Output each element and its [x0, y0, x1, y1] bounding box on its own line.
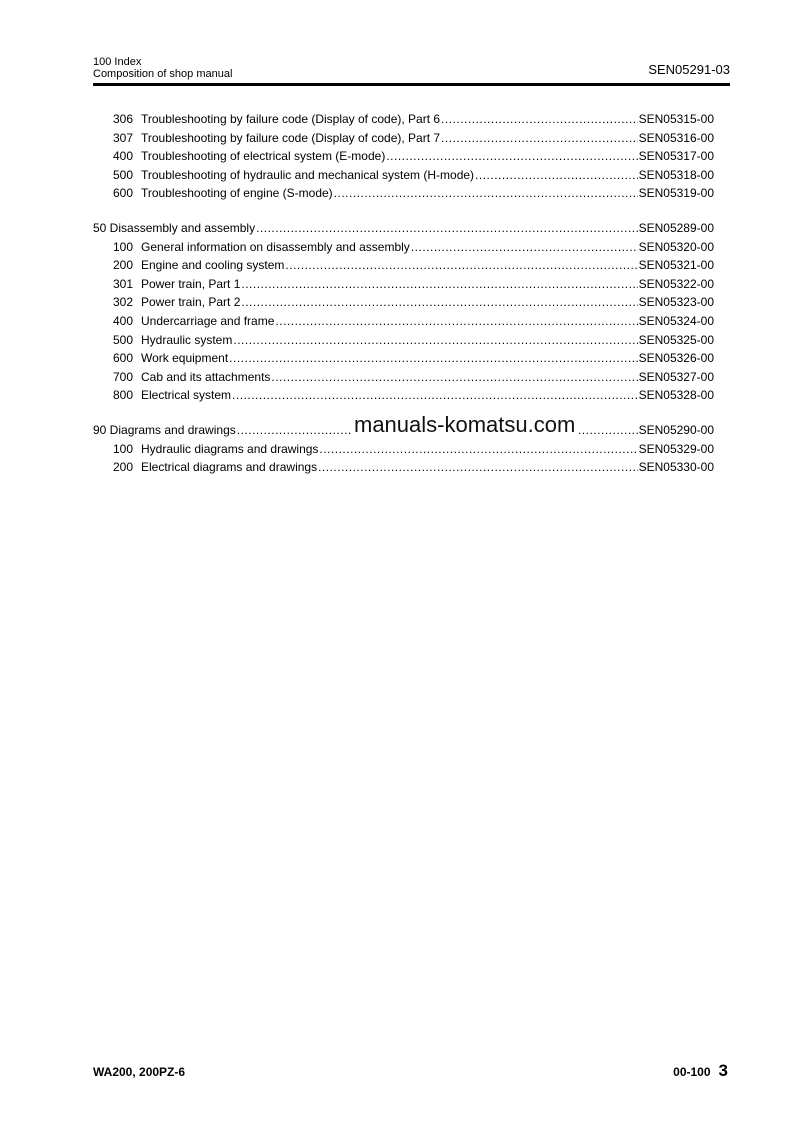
toc-row [93, 458, 714, 477]
toc-item-title: Hydraulic diagrams and drawings [141, 441, 319, 456]
dot-leader [233, 331, 637, 350]
dot-leader [232, 386, 638, 405]
toc-item-number: 100 [112, 239, 133, 254]
toc-item-code: SEN05329-00 [638, 441, 714, 456]
toc-item-code: SEN05330-00 [638, 460, 714, 475]
section-heading-title: 50 Disassembly and assembly [93, 220, 256, 235]
toc-item-title: Undercarriage and frame [141, 313, 275, 328]
toc-item-title: Work equipment [141, 351, 229, 366]
toc-item-number: 301 [112, 276, 133, 291]
toc-row [93, 368, 714, 387]
header-doc-code: SEN05291-03 [648, 62, 730, 77]
toc-item-number: 400 [112, 149, 133, 164]
toc-item-title: Troubleshooting by failure code (Display of code), Part 6 [141, 112, 441, 126]
dot-leader [285, 256, 637, 275]
toc-item-title: Power train, Part 2 [141, 295, 241, 310]
toc-item-title: Electrical diagrams and drawings [141, 460, 318, 475]
toc-item-title: Troubleshooting of electrical system (E-mode) [141, 149, 386, 164]
toc-item-code: SEN05326-00 [638, 351, 714, 366]
toc-item-code: SEN05321-00 [638, 258, 714, 273]
toc-row [93, 166, 714, 185]
toc-item-title: Hydraulic system [141, 332, 233, 347]
toc-row [93, 349, 714, 368]
toc-item-number: 400 [112, 313, 133, 328]
dot-leader [241, 293, 637, 312]
watermark-text: manuals-komatsu.com [354, 412, 576, 437]
toc-item-title: Troubleshooting by failure code (Display of code), Part 7 [141, 130, 441, 145]
toc-row [93, 293, 714, 312]
toc-item-code: SEN05316-00 [638, 130, 714, 145]
toc-row [93, 312, 714, 331]
dot-leader [241, 275, 637, 294]
toc-item-code: SEN05319-00 [638, 186, 714, 201]
dot-leader [441, 129, 638, 148]
toc-item-number: 500 [112, 167, 133, 182]
toc-item-number: 200 [112, 258, 133, 273]
toc-item-title: Troubleshooting of hydraulic and mechanical system (H-mode) [141, 167, 475, 182]
toc-row [93, 331, 714, 350]
toc-item-code: SEN05322-00 [638, 276, 714, 291]
toc-item-number: 302 [112, 295, 133, 310]
toc-item-number: 700 [112, 369, 133, 384]
section-spacer [93, 203, 714, 219]
page-header [93, 56, 730, 86]
toc-row [93, 129, 714, 148]
section-heading-title: 90 Diagrams and drawings [93, 422, 236, 437]
toc-row [93, 110, 714, 129]
toc-item-number: 600 [112, 186, 133, 201]
toc-item-code: SEN05325-00 [638, 332, 714, 347]
dot-leader [229, 349, 637, 368]
toc-item-title: Electrical system [141, 388, 232, 403]
toc-row [93, 256, 714, 275]
toc-item-title: General information on disassembly and assembly [141, 239, 410, 254]
header-section-title: 100 Index [93, 56, 142, 68]
footer-page-number: 3 [718, 1061, 728, 1080]
toc-item-number: 600 [112, 351, 133, 366]
dot-leader [256, 219, 638, 238]
toc-row [93, 440, 714, 459]
toc-item-title: Cab and its attachments [141, 369, 271, 384]
header-subtitle: Composition of shop manual [93, 68, 233, 80]
toc-item-number: 500 [112, 332, 133, 347]
dot-leader [334, 184, 638, 203]
toc-section-heading [93, 219, 714, 238]
footer-model: WA200, 200PZ-6 [93, 1065, 186, 1079]
dot-leader [441, 110, 638, 129]
dot-leader [275, 312, 637, 331]
dot-leader [271, 368, 637, 387]
toc-item-number: 306 [112, 112, 133, 126]
toc-item-code: SEN05318-00 [638, 167, 714, 182]
toc-item-title: Engine and cooling system [141, 258, 285, 273]
toc-item-code: SEN05317-00 [638, 149, 714, 164]
section-heading-code: SEN05289-00 [638, 220, 714, 235]
toc-row [93, 184, 714, 203]
toc-item-code: SEN05328-00 [638, 388, 714, 403]
toc-item-number: 100 [112, 441, 133, 456]
toc-item-code: SEN05324-00 [638, 313, 714, 328]
dot-leader [475, 166, 638, 185]
toc-row [93, 386, 714, 405]
dot-leader [411, 238, 638, 257]
toc-item-code: SEN05320-00 [638, 239, 714, 254]
toc-item-number: 307 [112, 130, 133, 145]
toc-item-number: 800 [112, 388, 133, 403]
toc-row [93, 275, 714, 294]
toc-row [93, 238, 714, 257]
dot-leader [319, 440, 637, 459]
footer-page-code: 00-100 [673, 1065, 711, 1079]
toc-item-code: SEN05323-00 [638, 295, 714, 310]
toc-item-title: Power train, Part 1 [141, 276, 241, 291]
toc-item-title: Troubleshooting of engine (S-mode) [141, 186, 333, 201]
footer-page-info [673, 1061, 728, 1081]
toc-item-code: SEN05327-00 [638, 369, 714, 384]
section-heading-code: SEN05290-00 [638, 422, 714, 437]
dot-leader [318, 458, 638, 477]
toc-item-number: 200 [112, 460, 133, 475]
toc-row [93, 147, 714, 166]
toc-item-code: SEN05315-00 [638, 112, 714, 126]
dot-leader [386, 147, 637, 166]
